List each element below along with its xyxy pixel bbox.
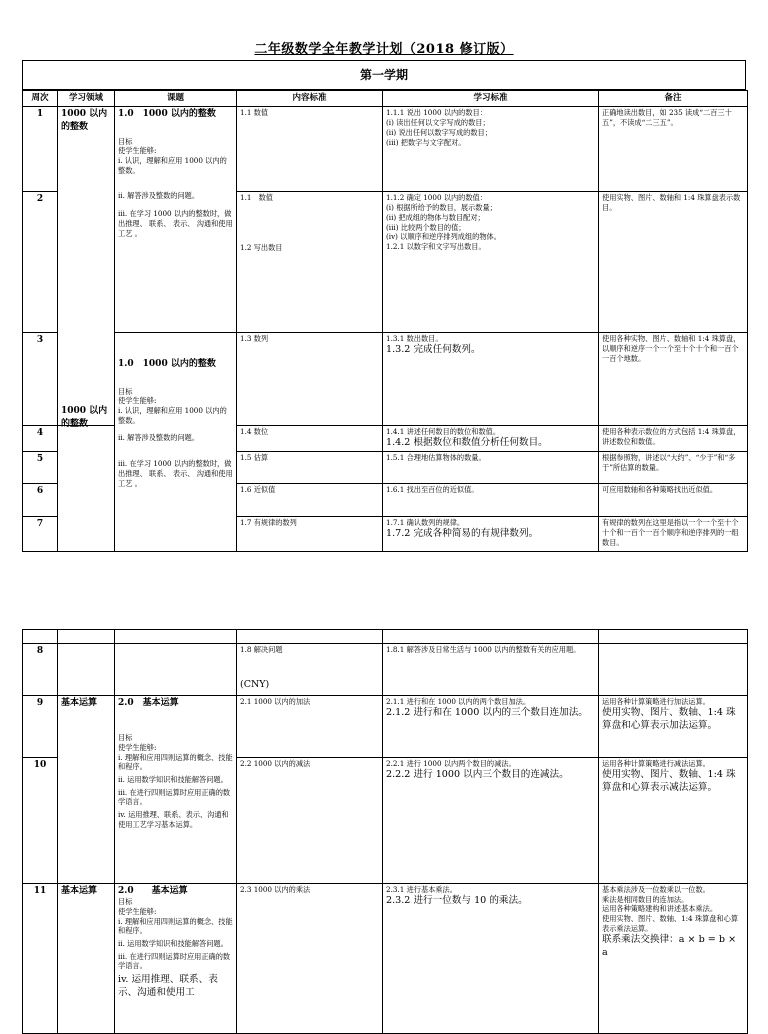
std-line: 1.2.1 以数字和文字写出数目。 [386,242,486,252]
plan-table-1 [22,90,748,552]
learning-standard: 1.8.1 解答涉及日常生活与 1000 以内的整数有关的应用题。 [383,644,599,696]
goal-item: ii. 解答涉及整数的问题。 [118,191,200,201]
std-line: 2.1.1 进行和在 1000 以内的两个数目加法。 [386,697,531,706]
goal-item: ii. 运用数学知识和技能解答问题。 [118,775,228,785]
learning-area [58,107,115,426]
topic-cell [115,107,237,333]
learning-standard [383,333,599,426]
header-week: 周次 [23,91,58,107]
std-line: (iii) 把数字与文字配对。 [386,137,466,147]
std-line: 1.7.1 确认数列的规律。 [386,518,465,528]
topic-title: 1.0 1000 以内的整数 [118,359,216,370]
header-content-standard: 内容标准 [237,91,383,107]
note-line: 联系乘法交换律：a × b = b × a [602,933,737,958]
goal-item: iv. 运用推理、联系、表示、沟通和使用工艺学习基本运算。 [118,810,229,829]
note-line: 使用实物、图片、数轴、1:4 珠算盘和心算表示减法运算。 [602,768,736,793]
week-number: 3 [23,333,58,426]
remarks: 使用实物、图片、数轴和 1:4 珠算盘表示数目。 [599,192,748,333]
topic-title: 2.0 基本运算 [118,886,188,896]
header-area: 学习领域 [58,91,115,107]
content-line: 1.2 写出数目 [240,243,283,253]
blank-cell [115,630,237,644]
goal-item: ii. 解答涉及整数的问题。 [118,433,200,443]
goal-lead: 使学生能够: [118,742,157,752]
remarks [599,644,748,696]
blank-cell [237,630,383,644]
remarks: 使用各种表示数位的方式包括 1:4 珠算盘，讲述数位和数值。 [599,426,748,452]
remarks: 正确地读出数目，如 235 读成“二百三十五”，不读成“二三五”。 [599,107,748,192]
content-line: 1.8 解决问题 [240,645,283,654]
content-standard: 1.4 数位 [237,426,383,452]
goal-lead: 使学生能够: [118,146,157,156]
learning-area [58,644,115,696]
std-line: 2.2.1 进行 1000 以内两个数目的减法。 [386,759,516,768]
week-number: 4 [23,426,58,452]
content-standard: 1.5 估算 [237,452,383,484]
remarks: 使用各种实物、图片、数轴和 1:4 珠算盘，以顺序和逆序一个一个至十个十个和一百个一百个地数。 [599,333,748,426]
remarks [599,758,748,884]
std-line: 2.3.1 进行基本乘法。 [386,885,457,894]
std-line: 1.3.1 数出数目。 [386,334,443,344]
note-line: 乘法是相同数目的连加法。 [602,894,689,904]
table-row [23,333,748,426]
goal-item: i. 理解和应用四则运算的概念、技能和程序。 [118,752,233,772]
goal-item: iii. 在学习 1000 以内的整数时，做出推理、 联系、 表示、 沟通和使用工艺 。 [118,459,233,488]
std-line: (ii) 说出任何以数字写成的数目； [386,127,492,137]
goal-item: ii. 运用数学知识和技能解答问题。 [118,939,228,949]
week-number: 8 [23,644,58,696]
goal-label: 目标 [118,897,133,907]
header-learning-standard: 学习标准 [383,91,599,107]
std-line: (i) 读出任何以文字写成的数目； [386,118,490,128]
learning-area-label: 1000 以内的整数 [61,406,108,429]
goal-item: iii. 在学习 1000 以内的整数时，做出推理、 联系、 表示、 沟通和使用工艺 。 [118,209,233,238]
blank-cell [599,630,748,644]
std-line: 1.1.1 说出 1000 以内的数目： [386,108,487,118]
header-row [23,91,748,107]
content-standard [237,644,383,696]
table-row [23,884,748,1034]
week-number: 7 [23,517,58,552]
blank-cell [383,630,599,644]
content-standard: 1.6 近似值 [237,484,383,517]
topic-title: 2.0 基本运算 [118,698,179,708]
goal-item: i. 认识，理解和应用 1000 以内的整数。 [118,156,227,175]
learning-standard [383,758,599,884]
table-row [23,644,748,696]
remarks: 有规律的数列在这里是指以一个一个至十个十个和一百个一百个顺序和逆序排列的一组数目。 [599,517,748,552]
goal-label: 目标 [118,733,133,743]
goal-item: iv. 运用推理、联系、表示、沟通和使用工 [118,974,218,999]
week-number: 1 [23,107,58,192]
header-remarks: 备注 [599,91,748,107]
learning-standard [383,192,599,333]
goal-lead: 使学生能够: [118,906,157,916]
learning-standard [383,517,599,552]
note-line: 基本乘法涉及一位数乘以一位数。 [602,885,710,894]
goal-lead: 使学生能够: [118,396,157,406]
learning-standard [383,426,599,452]
note-line: 使用实物、图片、数轴、1:4 珠算盘和心算表示加法运算。 [602,706,736,731]
blank-cell [23,630,58,644]
note-line: 运用各种策略建构和讲述基本乘法。 [602,904,718,914]
plan-table-2 [22,629,748,1034]
std-line: 1.7.2 完成各种简易的有规律数列。 [386,528,539,540]
topic-cell [115,644,237,696]
learning-standard [383,884,599,1034]
semester-header: 第一学期 [22,60,746,90]
content-standard [237,192,383,333]
learning-standard: 1.6.1 找出至百位的近似值。 [383,484,599,517]
learning-area [58,406,115,552]
std-line: (iv) 以顺序和逆序排列成组的物体。 [386,232,501,242]
learning-standard [383,107,599,192]
content-standard: 2.2 1000 以内的减法 [237,758,383,884]
std-line: 2.3.2 进行一位数与 10 的乘法。 [386,894,528,906]
topic-cell [115,696,237,884]
content-standard: 1.1 数值 [237,107,383,192]
learning-standard [383,696,599,758]
holiday-note: (CNY) [240,678,270,690]
std-line: 1.1.2 确定 1000 以内的数值： [386,193,487,203]
topic-cell [115,884,237,1034]
std-line: 2.2.2 进行 1000 以内三个数目的连减法。 [386,768,569,780]
topic-title: 1.0 1000 以内的整数 [118,109,216,120]
header-topic: 课题 [115,91,237,107]
content-standard: 2.1 1000 以内的加法 [237,696,383,758]
remarks: 可应用数轴和各种策略找出近似值。 [599,484,748,517]
note-line: 使用实物、图片、数轴、1:4 珠算盘和心算表示乘法运算。 [602,914,739,933]
std-line: (iii) 比较两个数目的值； [386,222,466,232]
std-line: 1.4.2 根据数位和数值分析任何数目。 [386,437,548,449]
goal-label: 目标 [118,136,133,146]
std-line: 2.1.2 进行和在 1000 以内的三个数目连加法。 [386,706,588,718]
content-standard: 2.3 1000 以内的乘法 [237,884,383,1034]
table-row [23,696,748,758]
std-line: 1.4.1 讲述任何数目的数位和数值。 [386,427,501,437]
goal-item: i. 理解和应用四则运算的概念、技能和程序。 [118,916,233,936]
learning-area-label: 1000 以内的整数 [61,109,108,132]
std-line: (i) 根据所给予的数目，展示数量； [386,203,497,213]
week-number: 11 [23,884,58,1034]
week-number: 9 [23,696,58,758]
learning-area: 基本运算 [58,696,115,884]
goal-item: i. 认识，理解和应用 1000 以内的整数。 [118,406,227,425]
table-row [23,107,748,192]
topic-cell [115,333,237,552]
std-line: 1.3.2 完成任何数列。 [386,344,481,356]
goal-item: iii. 在进行四则运算时应用正确的数学语言。 [118,787,231,807]
content-line: 1.1 数值 [240,193,273,203]
goal-item: iii. 在进行四则运算时应用正确的数学语言。 [118,951,231,971]
blank-row [23,630,748,644]
remarks [599,696,748,758]
week-number: 6 [23,484,58,517]
note-line: 运用各种计算策略进行减法运算。 [602,759,710,768]
learning-area: 基本运算 [58,884,115,1034]
remarks: 根据参照物，讲述以“大约”、“少于”和“多于”所估算的数量。 [599,452,748,484]
std-line: (ii) 把成组的物体与数目配对； [386,212,485,222]
learning-standard: 1.5.1 合理地估算物体的数量。 [383,452,599,484]
note-line: 运用各种计算策略进行加法运算。 [602,697,710,706]
goal-label: 目标 [118,386,133,396]
week-number: 5 [23,452,58,484]
content-standard: 1.7 有规律的数列 [237,517,383,552]
page-title: 二年级数学全年教学计划（2018 修订版） [254,42,514,57]
remarks [599,884,748,1034]
week-number: 2 [23,192,58,333]
content-standard: 1.3 数列 [237,333,383,426]
blank-cell [58,630,115,644]
week-number: 10 [23,758,58,884]
